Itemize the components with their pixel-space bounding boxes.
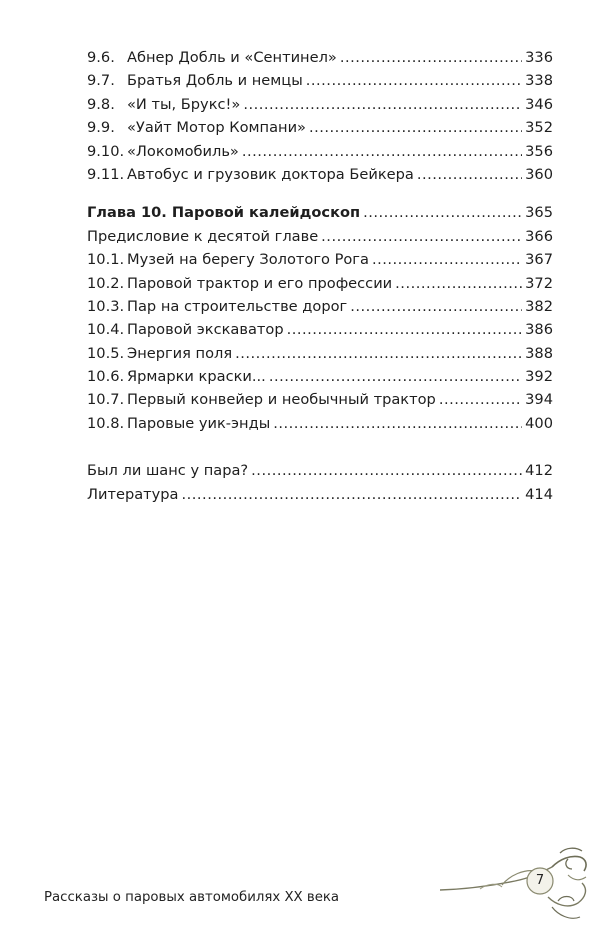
toc-entry[interactable]	[87, 46, 553, 69]
dot-leader	[340, 46, 522, 69]
toc-entry-page: 400	[525, 414, 553, 432]
toc-entry-number: 10.4.	[87, 321, 125, 339]
toc-entry-number: 9.7.	[87, 72, 115, 90]
chapter-title: Глава 10. Паровой калейдоскоп	[87, 204, 361, 222]
toc-entry-title: Паровой экскаватор	[127, 321, 284, 339]
toc-entry-title: Музей на берегу Золотого Рога	[127, 251, 369, 269]
toc-entry-title: Пар на строительстве дорог	[127, 297, 348, 315]
toc-entry[interactable]	[87, 388, 553, 411]
dot-leader	[269, 365, 522, 388]
chapter-page: 365	[525, 204, 553, 222]
toc-entry-number: 9.6.	[87, 49, 115, 66]
dot-leader	[251, 459, 522, 482]
toc-entry-title: Первый конвейер и необычный трактор	[127, 391, 436, 409]
chapter-heading[interactable]	[87, 201, 553, 224]
dot-leader	[372, 248, 522, 271]
toc-entry-title: «Уайт Мотор Компани»	[127, 119, 306, 137]
toc-entry[interactable]	[87, 365, 553, 388]
table-of-contents	[87, 46, 553, 506]
dot-leader	[306, 69, 522, 92]
dot-leader	[395, 272, 522, 295]
toc-entry-title: Паровой трактор и его профессии	[127, 274, 393, 292]
dot-leader	[321, 225, 522, 248]
toc-entry[interactable]	[87, 69, 553, 92]
toc-entry[interactable]	[87, 318, 553, 341]
toc-entry-page: 336	[525, 49, 553, 66]
spacer	[87, 186, 553, 201]
toc-entry-number: 9.11.	[87, 165, 125, 183]
toc-entry[interactable]	[87, 295, 553, 318]
toc-entry-number: 9.10.	[87, 142, 125, 160]
dot-leader	[309, 116, 522, 139]
toc-entry-page: 366	[525, 227, 553, 245]
toc-entry-number: 10.6.	[87, 368, 125, 386]
toc-entry[interactable]	[87, 342, 553, 365]
dot-leader	[243, 93, 522, 116]
toc-entry-number: 10.2.	[87, 274, 125, 292]
toc-entry-page: 392	[525, 368, 553, 386]
toc-entry[interactable]	[87, 483, 553, 506]
toc-entry-title: «И ты, Брукс!»	[127, 95, 241, 113]
toc-entry-number: 9.8.	[87, 95, 115, 113]
toc-entry-number: 9.9.	[87, 119, 115, 137]
toc-entry-title: Был ли шанс у пара?	[87, 462, 249, 480]
page-number: 7	[535, 873, 545, 888]
dot-leader	[287, 318, 523, 341]
dot-leader	[273, 412, 522, 435]
toc-entry-page: 388	[525, 344, 553, 362]
toc-entry-number: 10.1.	[87, 251, 125, 269]
dot-leader	[439, 388, 522, 411]
toc-entry[interactable]	[87, 272, 553, 295]
dot-leader	[350, 295, 522, 318]
toc-entry-page: 367	[525, 251, 553, 269]
toc-entry-number: 10.3.	[87, 297, 125, 315]
toc-entry[interactable]	[87, 116, 553, 139]
toc-entry-page: 394	[525, 391, 553, 409]
toc-entry-title: Ярмарки краски...	[127, 368, 266, 386]
toc-entry-page: 346	[525, 95, 553, 113]
toc-entry-page: 360	[525, 165, 553, 183]
toc-entry-number: 10.5.	[87, 344, 125, 362]
toc-entry-page: 338	[525, 72, 553, 90]
toc-entry-title: Предисловие к десятой главе	[87, 227, 319, 245]
dot-leader	[242, 140, 522, 163]
toc-entry-number: 10.8.	[87, 414, 125, 432]
toc-entry-page: 412	[525, 462, 553, 480]
dot-leader	[235, 342, 522, 365]
footer-book-title: Рассказы о паровых автомобилях XX века	[44, 890, 340, 905]
toc-entry-page: 356	[525, 142, 553, 160]
toc-entry-title: Абнер Добль и «Сентинел»	[127, 49, 337, 66]
toc-entry[interactable]	[87, 459, 553, 482]
toc-entry[interactable]	[87, 412, 553, 435]
toc-entry-title: Автобус и грузовик доктора Бейкера	[127, 165, 414, 183]
toc-entry-title: Паровые уик-энды	[127, 414, 271, 432]
toc-entry-page: 352	[525, 119, 553, 137]
spacer	[87, 435, 553, 459]
toc-entry-preface[interactable]	[87, 225, 553, 248]
dot-leader	[363, 201, 522, 224]
toc-entry[interactable]	[87, 140, 553, 163]
toc-entry-page: 414	[525, 485, 553, 503]
decorative-ornament-icon	[440, 845, 589, 928]
toc-entry-page: 372	[525, 274, 553, 292]
toc-entry-title: Литература	[87, 485, 179, 503]
toc-entry[interactable]	[87, 248, 553, 271]
toc-entry-page: 382	[525, 297, 553, 315]
toc-entry-title: «Локомобиль»	[127, 142, 239, 160]
toc-entry-title: Энергия поля	[127, 344, 233, 362]
toc-entry[interactable]	[87, 93, 553, 116]
toc-entry-number: 10.7.	[87, 391, 125, 409]
toc-entry[interactable]	[87, 163, 553, 186]
dot-leader	[182, 483, 523, 506]
dot-leader	[417, 163, 522, 186]
toc-entry-page: 386	[525, 321, 553, 339]
toc-entry-title: Братья Добль и немцы	[127, 72, 303, 90]
